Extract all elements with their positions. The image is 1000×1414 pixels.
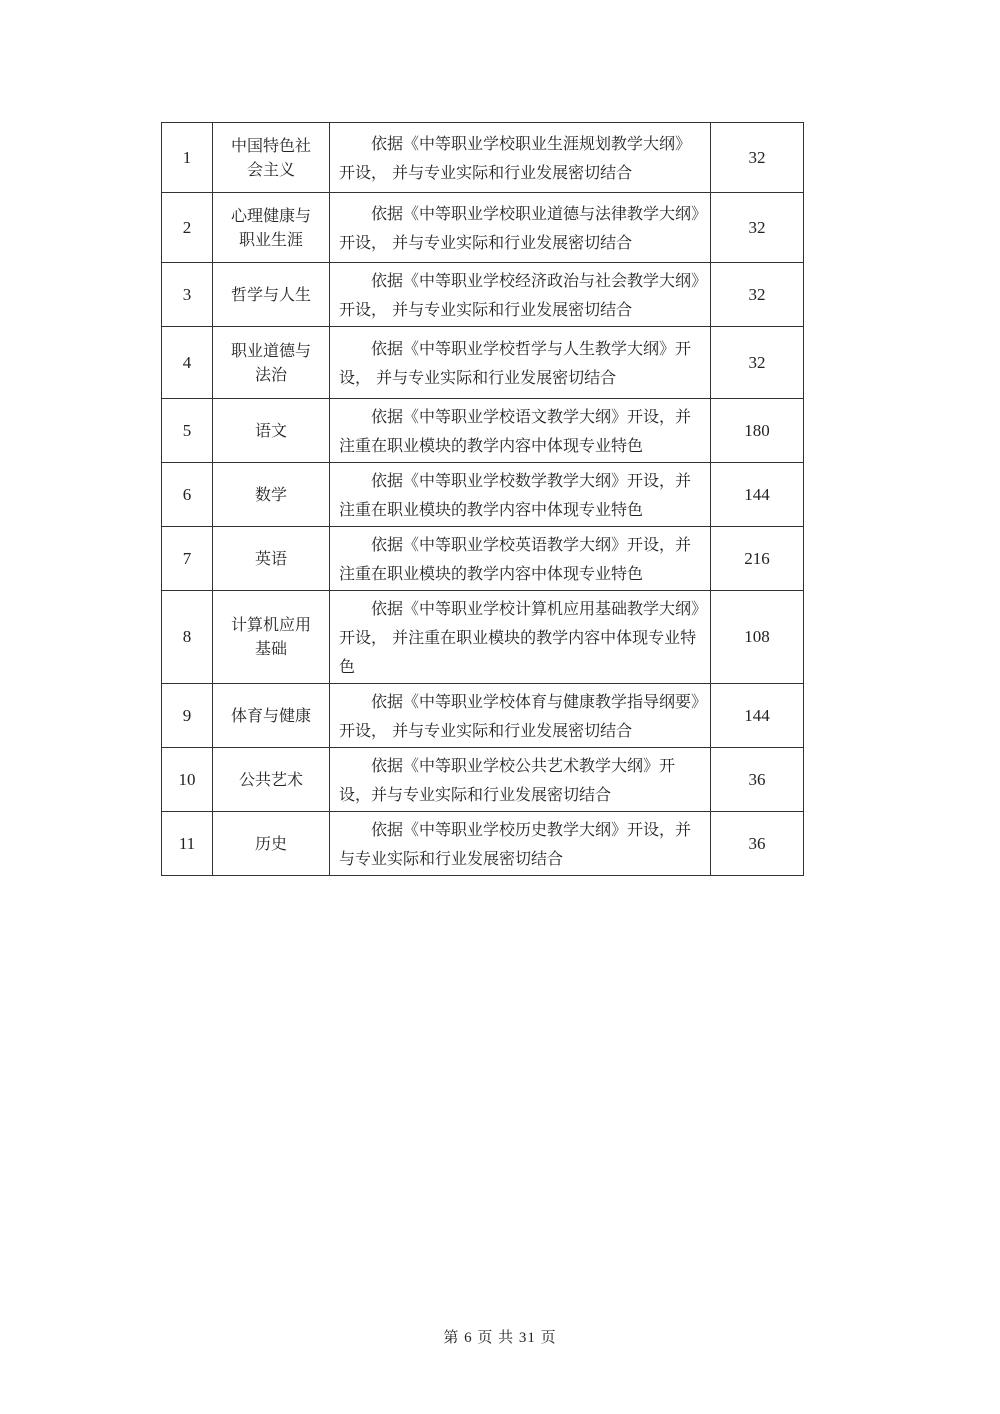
course-description: 依据《中等职业学校英语教学大纲》开设，并注重在职业模块的教学内容中体现专业特色	[330, 527, 711, 591]
course-hours: 144	[711, 463, 804, 527]
course-number: 6	[162, 463, 213, 527]
course-name: 英语	[213, 527, 330, 591]
course-hours: 108	[711, 591, 804, 684]
course-number: 3	[162, 263, 213, 327]
course-number: 11	[162, 812, 213, 876]
table-row	[162, 193, 804, 263]
course-number: 8	[162, 591, 213, 684]
course-hours: 36	[711, 748, 804, 812]
course-table	[161, 122, 804, 876]
page-footer: 第 6 页 共 31 页	[443, 1330, 557, 1346]
course-name: 中国特色社会主义	[213, 123, 330, 193]
course-name: 数学	[213, 463, 330, 527]
course-description: 依据《中等职业学校计算机应用基础教学大纲》开设， 并注重在职业模块的教学内容中体现专业特色	[330, 591, 711, 684]
course-hours: 180	[711, 399, 804, 463]
table-row	[162, 123, 804, 193]
course-name: 心理健康与职业生涯	[213, 193, 330, 263]
course-name: 计算机应用基础	[213, 591, 330, 684]
table-row	[162, 748, 804, 812]
course-number: 5	[162, 399, 213, 463]
course-name: 历史	[213, 812, 330, 876]
course-description: 依据《中等职业学校哲学与人生教学大纲》开设， 并与专业实际和行业发展密切结合	[330, 327, 711, 399]
course-description: 依据《中等职业学校历史教学大纲》开设，并与专业实际和行业发展密切结合	[330, 812, 711, 876]
course-description: 依据《中等职业学校公共艺术教学大纲》开设，并与专业实际和行业发展密切结合	[330, 748, 711, 812]
course-number: 9	[162, 684, 213, 748]
course-name: 哲学与人生	[213, 263, 330, 327]
course-hours: 32	[711, 327, 804, 399]
course-name: 语文	[213, 399, 330, 463]
course-hours: 216	[711, 527, 804, 591]
course-number: 2	[162, 193, 213, 263]
course-description: 依据《中等职业学校数学教学大纲》开设，并注重在职业模块的教学内容中体现专业特色	[330, 463, 711, 527]
table-row	[162, 263, 804, 327]
course-number: 1	[162, 123, 213, 193]
course-description: 依据《中等职业学校语文教学大纲》开设，并注重在职业模块的教学内容中体现专业特色	[330, 399, 711, 463]
table-row	[162, 684, 804, 748]
table-row	[162, 463, 804, 527]
course-hours: 32	[711, 123, 804, 193]
table-row	[162, 527, 804, 591]
course-name: 职业道德与法治	[213, 327, 330, 399]
table-row	[162, 399, 804, 463]
course-name: 公共艺术	[213, 748, 330, 812]
course-hours: 144	[711, 684, 804, 748]
course-description: 依据《中等职业学校职业生涯规划教学大纲》开设， 并与专业实际和行业发展密切结合	[330, 123, 711, 193]
table-row	[162, 812, 804, 876]
course-number: 4	[162, 327, 213, 399]
course-description: 依据《中等职业学校经济政治与社会教学大纲》开设， 并与专业实际和行业发展密切结合	[330, 263, 711, 327]
course-number: 10	[162, 748, 213, 812]
course-name: 体育与健康	[213, 684, 330, 748]
course-description: 依据《中等职业学校职业道德与法律教学大纲》开设， 并与专业实际和行业发展密切结合	[330, 193, 711, 263]
table-row	[162, 327, 804, 399]
table-row	[162, 591, 804, 684]
course-description: 依据《中等职业学校体育与健康教学指导纲要》开设， 并与专业实际和行业发展密切结合	[330, 684, 711, 748]
course-hours: 32	[711, 193, 804, 263]
course-hours: 32	[711, 263, 804, 327]
course-hours: 36	[711, 812, 804, 876]
course-number: 7	[162, 527, 213, 591]
